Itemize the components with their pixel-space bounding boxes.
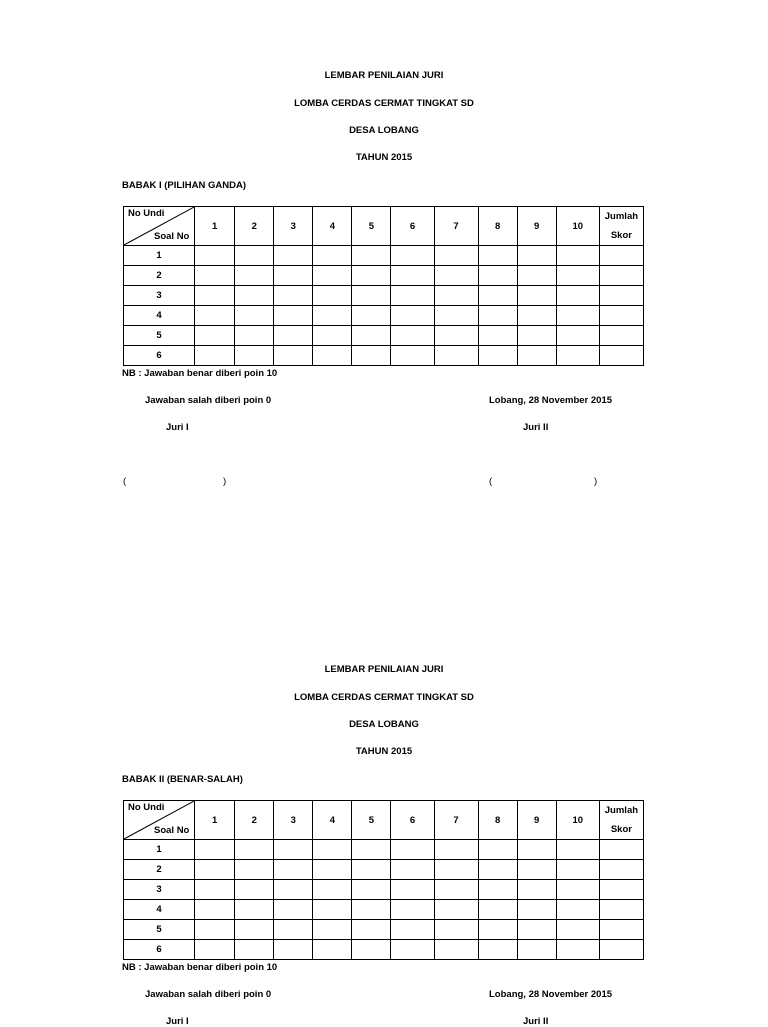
score-cell[interactable] [195, 900, 235, 920]
column-header: 7 [434, 801, 478, 840]
total-header-bottom: Skor [610, 230, 632, 241]
total-cell[interactable] [599, 880, 643, 900]
sheet-location: DESA LOBANG [349, 719, 419, 730]
judge-1-label: Juri I [166, 422, 189, 433]
score-cell[interactable] [274, 860, 313, 880]
score-cell[interactable] [391, 246, 434, 266]
table-row [124, 920, 644, 940]
total-cell[interactable] [599, 920, 643, 940]
score-cell[interactable] [274, 286, 313, 306]
column-header: 5 [352, 207, 391, 246]
round-label: BABAK II (BENAR-SALAH) [122, 774, 243, 785]
score-cell[interactable] [478, 246, 517, 266]
sheet-title: LEMBAR PENILAIAN JURI [324, 664, 444, 675]
score-cell[interactable] [235, 880, 274, 900]
score-cell[interactable] [274, 880, 313, 900]
corner-label-no-undi: No Undi [128, 802, 165, 813]
score-cell[interactable] [556, 286, 599, 306]
score-cell[interactable] [352, 920, 391, 940]
score-cell[interactable] [195, 940, 235, 960]
column-header: 2 [235, 801, 274, 840]
score-cell[interactable] [274, 246, 313, 266]
score-cell[interactable] [556, 860, 599, 880]
score-cell[interactable] [391, 306, 434, 326]
score-cell[interactable] [274, 346, 313, 366]
score-cell[interactable] [195, 266, 235, 286]
score-cell[interactable] [313, 900, 352, 920]
note-correct: NB : Jawaban benar diberi poin 10 [122, 962, 278, 973]
score-cell[interactable] [391, 346, 434, 366]
score-cell[interactable] [274, 266, 313, 286]
total-cell[interactable] [599, 940, 643, 960]
row-number: 3 [124, 286, 195, 306]
score-cell[interactable] [391, 286, 434, 306]
score-cell[interactable] [274, 326, 313, 346]
score-cell[interactable] [391, 920, 434, 940]
score-cell[interactable] [434, 246, 478, 266]
score-cell[interactable] [195, 326, 235, 346]
row-number: 5 [124, 326, 195, 346]
judge-1-label: Juri I [166, 1016, 189, 1027]
score-cell[interactable] [235, 860, 274, 880]
place-date: Lobang, 28 November 2015 [489, 989, 613, 1000]
row-number: 2 [124, 266, 195, 286]
score-cell[interactable] [352, 306, 391, 326]
table-row [124, 860, 644, 880]
row-number: 3 [124, 880, 195, 900]
score-cell[interactable] [352, 860, 391, 880]
table-row [124, 840, 644, 860]
score-cell[interactable] [391, 880, 434, 900]
judge-2-label: Juri II [523, 422, 549, 433]
score-cell[interactable] [434, 346, 478, 366]
score-cell[interactable] [313, 246, 352, 266]
total-score-header [599, 207, 643, 246]
note-wrong: Jawaban salah diberi poin 0 [145, 989, 272, 1000]
score-cell[interactable] [274, 900, 313, 920]
score-cell[interactable] [517, 920, 556, 940]
score-cell[interactable] [235, 326, 274, 346]
score-cell[interactable] [556, 920, 599, 940]
round-label: BABAK I (PILIHAN GANDA) [122, 180, 247, 191]
score-cell[interactable] [195, 920, 235, 940]
score-cell[interactable] [235, 266, 274, 286]
column-header: 8 [478, 207, 517, 246]
corner-label-soal-no: Soal No [154, 825, 190, 836]
score-cell[interactable] [274, 920, 313, 940]
total-cell[interactable] [599, 840, 643, 860]
table-row [124, 246, 644, 266]
score-cell[interactable] [313, 286, 352, 306]
score-cell[interactable] [391, 266, 434, 286]
score-cell[interactable] [434, 840, 478, 860]
score-cell[interactable] [517, 246, 556, 266]
score-cell[interactable] [517, 880, 556, 900]
row-number: 6 [124, 346, 195, 366]
score-cell[interactable] [195, 840, 235, 860]
score-cell[interactable] [235, 346, 274, 366]
table-corner-cell [124, 207, 195, 246]
total-header-top: Jumlah [604, 211, 639, 222]
score-cell[interactable] [195, 246, 235, 266]
note-correct: NB : Jawaban benar diberi poin 10 [122, 368, 278, 379]
score-cell[interactable] [195, 860, 235, 880]
score-cell[interactable] [517, 840, 556, 860]
table-header-row [124, 207, 644, 246]
score-cell[interactable] [235, 286, 274, 306]
table-row [124, 880, 644, 900]
total-cell[interactable] [599, 900, 643, 920]
column-header: 3 [274, 801, 313, 840]
score-cell[interactable] [313, 266, 352, 286]
score-cell[interactable] [517, 346, 556, 366]
signature-bracket-close: ) [223, 476, 227, 487]
score-table [123, 800, 644, 960]
score-cell[interactable] [391, 940, 434, 960]
score-cell[interactable] [434, 920, 478, 940]
sheet-subtitle: LOMBA CERDAS CERMAT TINGKAT SD [294, 692, 474, 703]
row-number: 1 [124, 840, 195, 860]
score-cell[interactable] [478, 346, 517, 366]
column-header: 8 [478, 801, 517, 840]
sheet-title: LEMBAR PENILAIAN JURI [324, 70, 444, 81]
score-cell[interactable] [352, 346, 391, 366]
score-cell[interactable] [313, 346, 352, 366]
column-header: 9 [517, 207, 556, 246]
total-cell[interactable] [599, 306, 643, 326]
column-header: 1 [195, 207, 235, 246]
corner-label-no-undi: No Undi [128, 208, 165, 219]
score-cell[interactable] [517, 286, 556, 306]
score-cell[interactable] [478, 900, 517, 920]
score-cell[interactable] [517, 860, 556, 880]
score-cell[interactable] [235, 920, 274, 940]
score-cell[interactable] [195, 880, 235, 900]
score-cell[interactable] [556, 880, 599, 900]
judge-2-label: Juri II [523, 1016, 549, 1027]
score-cell[interactable] [391, 840, 434, 860]
score-cell[interactable] [313, 880, 352, 900]
column-header: 1 [195, 801, 235, 840]
column-header: 6 [391, 801, 434, 840]
score-cell[interactable] [517, 940, 556, 960]
sheet-year: TAHUN 2015 [355, 746, 413, 757]
total-cell[interactable] [599, 246, 643, 266]
score-cell[interactable] [556, 940, 599, 960]
total-header-bottom: Skor [610, 824, 632, 835]
score-cell[interactable] [434, 860, 478, 880]
score-cell[interactable] [517, 900, 556, 920]
column-header: 4 [313, 207, 352, 246]
note-wrong: Jawaban salah diberi poin 0 [145, 395, 272, 406]
place-date: Lobang, 28 November 2015 [489, 395, 613, 406]
score-cell[interactable] [556, 326, 599, 346]
signature-bracket-close: ) [594, 476, 598, 487]
score-cell[interactable] [478, 940, 517, 960]
column-header: 2 [235, 207, 274, 246]
signature-bracket-open: ( [123, 476, 127, 487]
row-number: 6 [124, 940, 195, 960]
score-cell[interactable] [313, 940, 352, 960]
score-cell[interactable] [478, 266, 517, 286]
score-cell[interactable] [352, 880, 391, 900]
total-cell[interactable] [599, 326, 643, 346]
score-cell[interactable] [478, 860, 517, 880]
score-cell[interactable] [195, 346, 235, 366]
score-cell[interactable] [434, 900, 478, 920]
table-row [124, 306, 644, 326]
score-cell[interactable] [313, 860, 352, 880]
table-row [124, 266, 644, 286]
row-number: 2 [124, 860, 195, 880]
score-cell[interactable] [478, 326, 517, 346]
column-header: 10 [556, 207, 599, 246]
score-cell[interactable] [352, 286, 391, 306]
score-cell[interactable] [195, 286, 235, 306]
score-cell[interactable] [391, 900, 434, 920]
score-cell[interactable] [391, 860, 434, 880]
total-cell[interactable] [599, 286, 643, 306]
row-number: 5 [124, 920, 195, 940]
score-cell[interactable] [478, 306, 517, 326]
score-cell[interactable] [556, 900, 599, 920]
table-row [124, 326, 644, 346]
score-cell[interactable] [352, 266, 391, 286]
row-number: 4 [124, 306, 195, 326]
score-cell[interactable] [517, 326, 556, 346]
score-cell[interactable] [274, 940, 313, 960]
score-cell[interactable] [434, 306, 478, 326]
score-cell[interactable] [313, 840, 352, 860]
column-header: 10 [556, 801, 599, 840]
score-cell[interactable] [478, 840, 517, 860]
score-cell[interactable] [556, 346, 599, 366]
total-cell[interactable] [599, 346, 643, 366]
sheet-location: DESA LOBANG [349, 125, 419, 136]
score-cell[interactable] [235, 306, 274, 326]
score-cell[interactable] [556, 266, 599, 286]
signature-bracket-open: ( [489, 476, 493, 487]
score-cell[interactable] [352, 840, 391, 860]
score-cell[interactable] [478, 286, 517, 306]
score-table [123, 206, 644, 366]
score-cell[interactable] [478, 880, 517, 900]
score-cell[interactable] [313, 326, 352, 346]
total-cell[interactable] [599, 860, 643, 880]
score-cell[interactable] [434, 880, 478, 900]
table-row [124, 286, 644, 306]
score-cell[interactable] [274, 306, 313, 326]
score-cell[interactable] [195, 306, 235, 326]
row-number: 4 [124, 900, 195, 920]
score-cell[interactable] [478, 920, 517, 940]
score-cell[interactable] [313, 920, 352, 940]
column-header: 6 [391, 207, 434, 246]
row-number: 1 [124, 246, 195, 266]
column-header: 3 [274, 207, 313, 246]
score-cell[interactable] [556, 306, 599, 326]
score-cell[interactable] [235, 840, 274, 860]
score-cell[interactable] [352, 940, 391, 960]
score-cell[interactable] [235, 900, 274, 920]
score-cell[interactable] [434, 286, 478, 306]
score-cell[interactable] [235, 940, 274, 960]
sheet-subtitle: LOMBA CERDAS CERMAT TINGKAT SD [294, 98, 474, 109]
score-cell[interactable] [434, 266, 478, 286]
score-cell[interactable] [274, 840, 313, 860]
score-cell[interactable] [352, 900, 391, 920]
sheet-year: TAHUN 2015 [355, 152, 413, 163]
score-cell[interactable] [434, 940, 478, 960]
score-cell[interactable] [235, 246, 274, 266]
score-cell[interactable] [313, 306, 352, 326]
score-cell[interactable] [391, 326, 434, 346]
total-cell[interactable] [599, 266, 643, 286]
score-cell[interactable] [517, 266, 556, 286]
score-cell[interactable] [352, 326, 391, 346]
column-header: 5 [352, 801, 391, 840]
column-header: 9 [517, 801, 556, 840]
score-cell[interactable] [352, 246, 391, 266]
score-cell[interactable] [517, 306, 556, 326]
corner-label-soal-no: Soal No [154, 231, 190, 242]
score-cell[interactable] [556, 246, 599, 266]
score-cell[interactable] [434, 326, 478, 346]
column-header: 4 [313, 801, 352, 840]
table-row [124, 346, 644, 366]
table-corner-cell [124, 801, 195, 840]
total-header-top: Jumlah [604, 805, 639, 816]
table-header-row [124, 801, 644, 840]
total-score-header [599, 801, 643, 840]
table-row [124, 900, 644, 920]
score-cell[interactable] [556, 840, 599, 860]
table-row [124, 940, 644, 960]
column-header: 7 [434, 207, 478, 246]
